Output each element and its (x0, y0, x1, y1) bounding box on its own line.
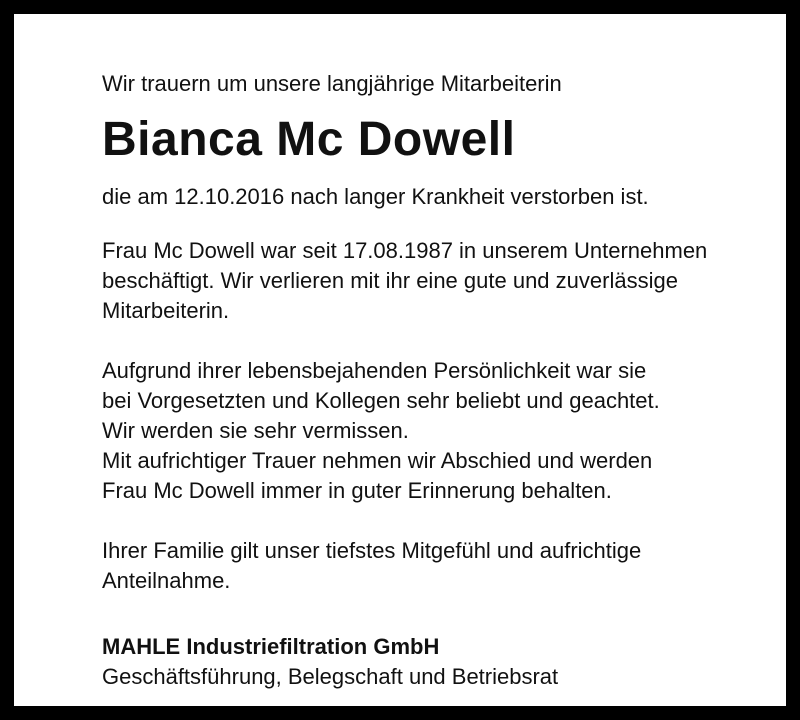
company-name: MAHLE Industriefiltration GmbH (102, 634, 440, 659)
condolence-line: Anteilnahme. (102, 568, 231, 593)
employment-line: Mitarbeiterin. (102, 298, 230, 323)
personal-paragraph (102, 356, 792, 506)
personal-line: Wir werden sie sehr vermissen. (102, 418, 409, 443)
employment-line: Frau Mc Dowell war seit 17.08.1987 in unserem Unternehmen (102, 238, 708, 263)
obituary-content (102, 70, 792, 692)
condolence-line: Ihrer Familie gilt unser tiefstes Mitgefühl und aufrichtige (102, 538, 642, 563)
condolence-paragraph (102, 536, 792, 596)
personal-line: Aufgrund ihrer lebensbejahenden Persönlichkeit war sie (102, 358, 647, 383)
employment-line: beschäftigt. Wir verlieren mit ihr eine gute und zuverlässige (102, 268, 678, 293)
personal-line: Mit aufrichtiger Trauer nehmen wir Abschied und werden (102, 448, 653, 473)
personal-line: bei Vorgesetzten und Kollegen sehr beliebt und geachtet. (102, 388, 660, 413)
intro-line: Wir trauern um unsere langjährige Mitarbeiterin (102, 71, 562, 96)
personal-line: Frau Mc Dowell immer in guter Erinnerung behalten. (102, 478, 612, 503)
death-date-line: die am 12.10.2016 nach langer Krankheit verstorben ist. (102, 184, 649, 209)
signers-line: Geschäftsführung, Belegschaft und Betriebsrat (102, 664, 559, 689)
deceased-name: Bianca Mc Dowell (102, 113, 516, 166)
employment-paragraph (102, 236, 792, 326)
